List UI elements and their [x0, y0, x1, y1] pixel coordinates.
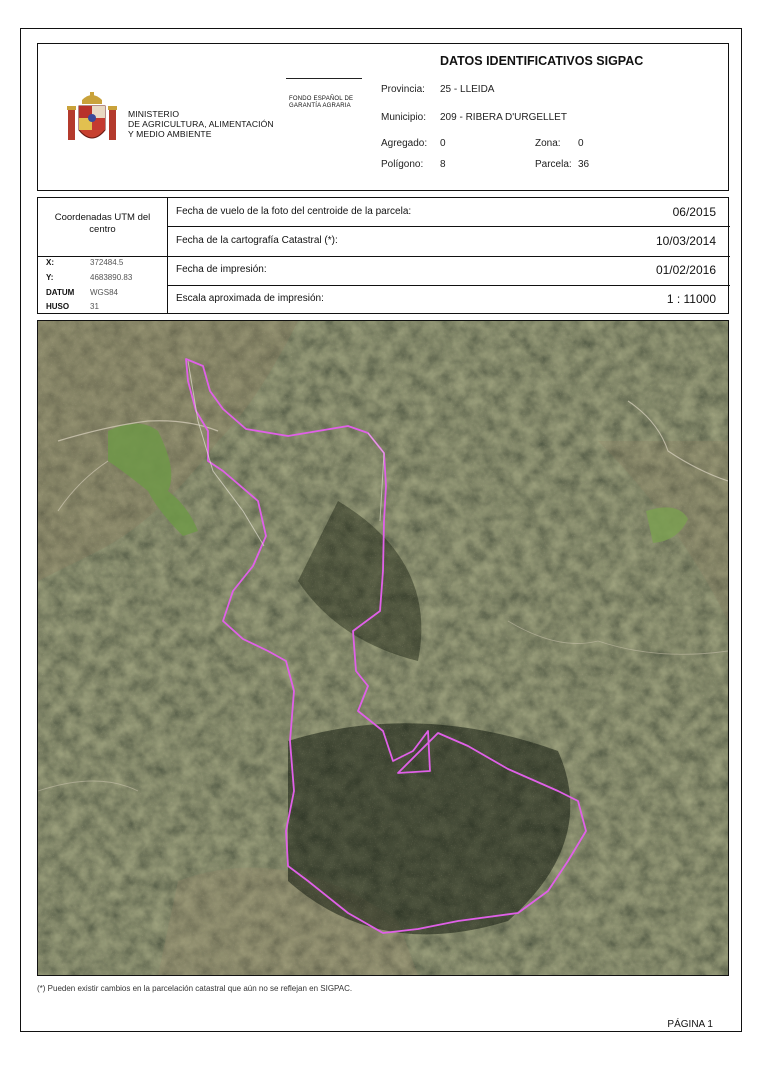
spain-coat-of-arms-logo — [66, 90, 118, 148]
municipio-value: 209 - RIBERA D'URGELLET — [440, 112, 567, 123]
info-panel — [37, 197, 729, 314]
provincia-value: 25 - LLEIDA — [440, 84, 495, 95]
provincia-label: Provincia: — [381, 84, 425, 95]
poligono-label: Polígono: — [381, 159, 424, 170]
orthophoto-image — [38, 321, 728, 975]
document-page — [20, 28, 742, 1032]
parcela-label: Parcela: — [535, 159, 572, 170]
print-scale-value: 1 : 11000 — [666, 292, 716, 306]
x-label: X: — [46, 258, 54, 267]
utm-coordinates-title: Coordenadas UTM del centro — [54, 212, 151, 235]
aerial-orthophoto-map[interactable] — [37, 320, 729, 976]
sigpac-title: DATOS IDENTIFICATIVOS SIGPAC — [440, 54, 644, 68]
x-value: 372484.5 — [90, 258, 124, 267]
municipio-label: Municipio: — [381, 112, 427, 123]
datum-label: DATUM — [46, 288, 75, 297]
ministry-name: MINISTERIO DE AGRICULTURA, ALIMENTACIÓN Y MEDIO AMBIENTE — [128, 109, 274, 139]
agregado-label: Agregado: — [381, 138, 428, 149]
y-value: 4683890.83 — [90, 273, 133, 282]
poligono-value: 8 — [440, 159, 446, 170]
zona-label: Zona: — [535, 138, 561, 149]
flight-date-value: 06/2015 — [672, 205, 716, 219]
header-panel — [37, 43, 729, 191]
cadastral-date-value: 10/03/2014 — [655, 234, 716, 248]
agregado-value: 0 — [440, 138, 446, 149]
cadastral-footnote: (*) Pueden existir cambios en la parcelación catastral que aún no se reflejan en SIGPAC. — [37, 984, 353, 993]
print-date-label: Fecha de impresión: — [176, 264, 267, 275]
zona-value: 0 — [578, 138, 584, 149]
flight-date-label: Fecha de vuelo de la foto del centroide de la parcela: — [176, 206, 412, 217]
parcela-value: 36 — [578, 159, 590, 170]
page-number: PÁGINA 1 — [667, 1019, 713, 1030]
datum-value: WGS84 — [90, 288, 119, 297]
print-date-value: 01/02/2016 — [655, 263, 716, 277]
cadastral-date-label: Fecha de la cartografía Catastral (*): — [176, 235, 338, 246]
huso-label: HUSO — [46, 302, 70, 311]
fega-rule — [286, 78, 362, 79]
print-scale-label: Escala aproximada de impresión: — [176, 293, 324, 304]
fega-name: FONDO ESPAÑOL DE GARANTÍA AGRARIA — [289, 96, 354, 109]
huso-value: 31 — [90, 302, 99, 311]
y-label: Y: — [46, 273, 54, 282]
